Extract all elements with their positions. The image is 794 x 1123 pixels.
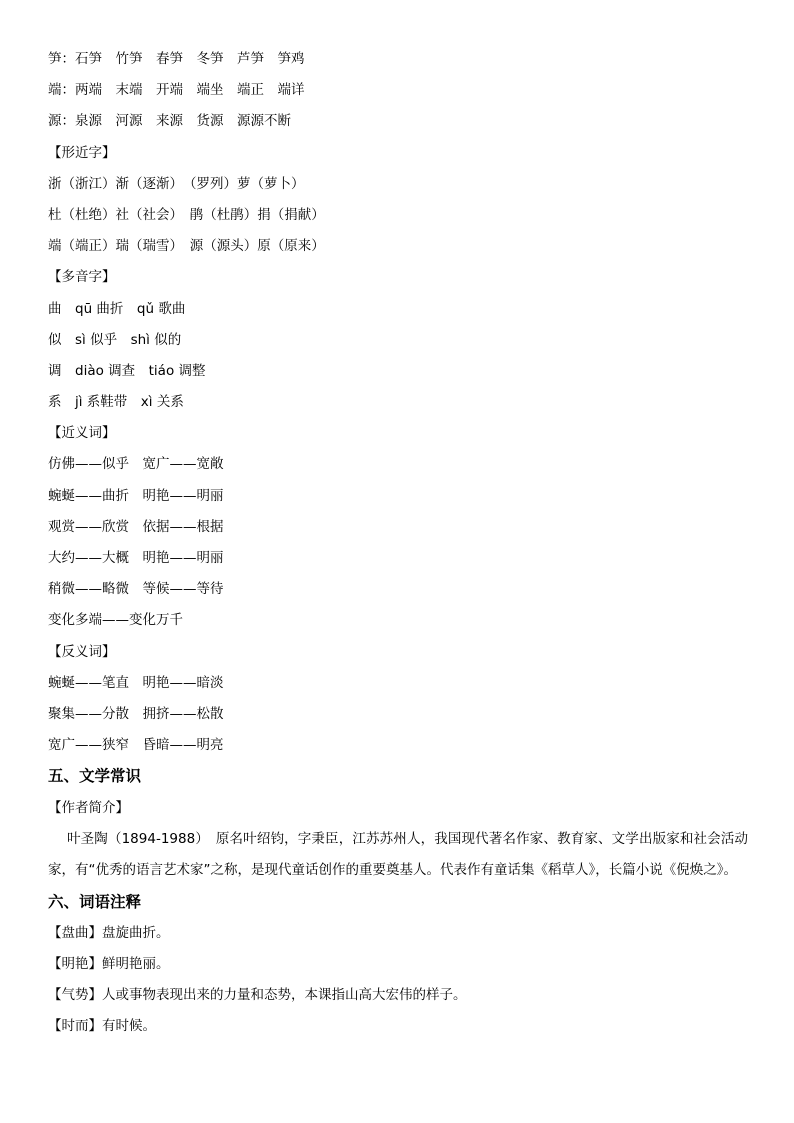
glossary-entry <box>48 918 748 949</box>
synonym-line: 大约——大概 明艳——明丽 <box>48 550 224 566</box>
word-group-duan: 端：两端 末端 开端 端坐 端正 端详 <box>48 82 305 99</box>
polyphone-line: 调 diào 调查 tiáo 调整 <box>48 362 206 379</box>
word-group-yuan: 源：泉源 河源 来源 货源 源源不断 <box>48 113 291 130</box>
glossary-definition: 鲜明艳丽。 <box>102 956 170 973</box>
synonyms-heading: 【近义词】 <box>48 425 116 442</box>
antonyms-heading: 【反义词】 <box>48 643 116 660</box>
glossary-term: 【明艳】 <box>48 956 102 973</box>
similar-chars-line: 杜（杜绝）社（社会） 鹃（杜鹃）捐（捐献） <box>48 206 325 223</box>
synonym-line: 变化多端——变化万千 <box>48 612 183 629</box>
word-group-sun: 笋：石笋 竹笋 春笋 冬笋 芦笋 笋鸡 <box>48 51 305 67</box>
document-content <box>48 44 748 1043</box>
section-title-glossary: 六、词语注释 <box>48 892 142 911</box>
antonym-line: 聚集——分散 拥挤——松散 <box>48 705 224 722</box>
similar-chars-line: 浙（浙江）渐（逐渐） （罗列）萝（萝卜） <box>48 175 305 192</box>
similar-chars-line: 端（端正）瑞（瑞雪） 源（源头）原（原来） <box>48 238 325 255</box>
antonym-line: 宽广——狭窄 昏暗——明亮 <box>48 737 224 754</box>
glossary-term: 【气势】 <box>48 987 102 1004</box>
author-heading: 【作者简介】 <box>48 799 129 816</box>
glossary-entry <box>48 1011 748 1042</box>
section-title-literature: 五、文学常识 <box>48 767 142 786</box>
polyphone-line: 曲 qū 曲折 qǔ 歌曲 <box>48 300 186 317</box>
glossary-definition: 人或事物表现出来的力量和态势，本课指山高大宏伟的样子。 <box>102 987 467 1004</box>
polyphone-line: 系 jì 系鞋带 xì 关系 <box>48 394 184 411</box>
similar-chars-heading: 【形近字】 <box>48 144 116 161</box>
synonym-line: 稍微——略微 等候——等待 <box>48 581 224 598</box>
synonym-line: 仿佛——似乎 宽广——宽敞 <box>48 456 224 473</box>
synonym-line: 蜿蜒——曲折 明艳——明丽 <box>48 487 224 504</box>
author-paragraph: 叶圣陶（1894-1988） 原名叶绍钧，字秉臣，江苏苏州人，我国现代著名作家、教育家、文学出版家和社会活动家，有“优秀的语言艺术家”之称，是现代童话创作的重要奠基人。代表作有童话集《稻草人》，长篇小说《倪焕之》。 <box>48 830 748 879</box>
glossary-entry <box>48 980 748 1011</box>
polyphones-heading: 【多音字】 <box>48 269 116 286</box>
glossary-term: 【盘曲】 <box>48 924 102 941</box>
polyphone-line: 似 sì 似乎 shì 似的 <box>48 331 182 348</box>
glossary-definition: 盘旋曲折。 <box>102 924 170 941</box>
glossary-entry <box>48 949 748 980</box>
glossary-term: 【时而】 <box>48 1018 102 1035</box>
synonym-line: 观赏——欣赏 依据——根据 <box>48 518 224 535</box>
glossary-definition: 有时候。 <box>102 1018 156 1035</box>
antonym-line: 蜿蜒——笔直 明艳——暗淡 <box>48 674 224 691</box>
